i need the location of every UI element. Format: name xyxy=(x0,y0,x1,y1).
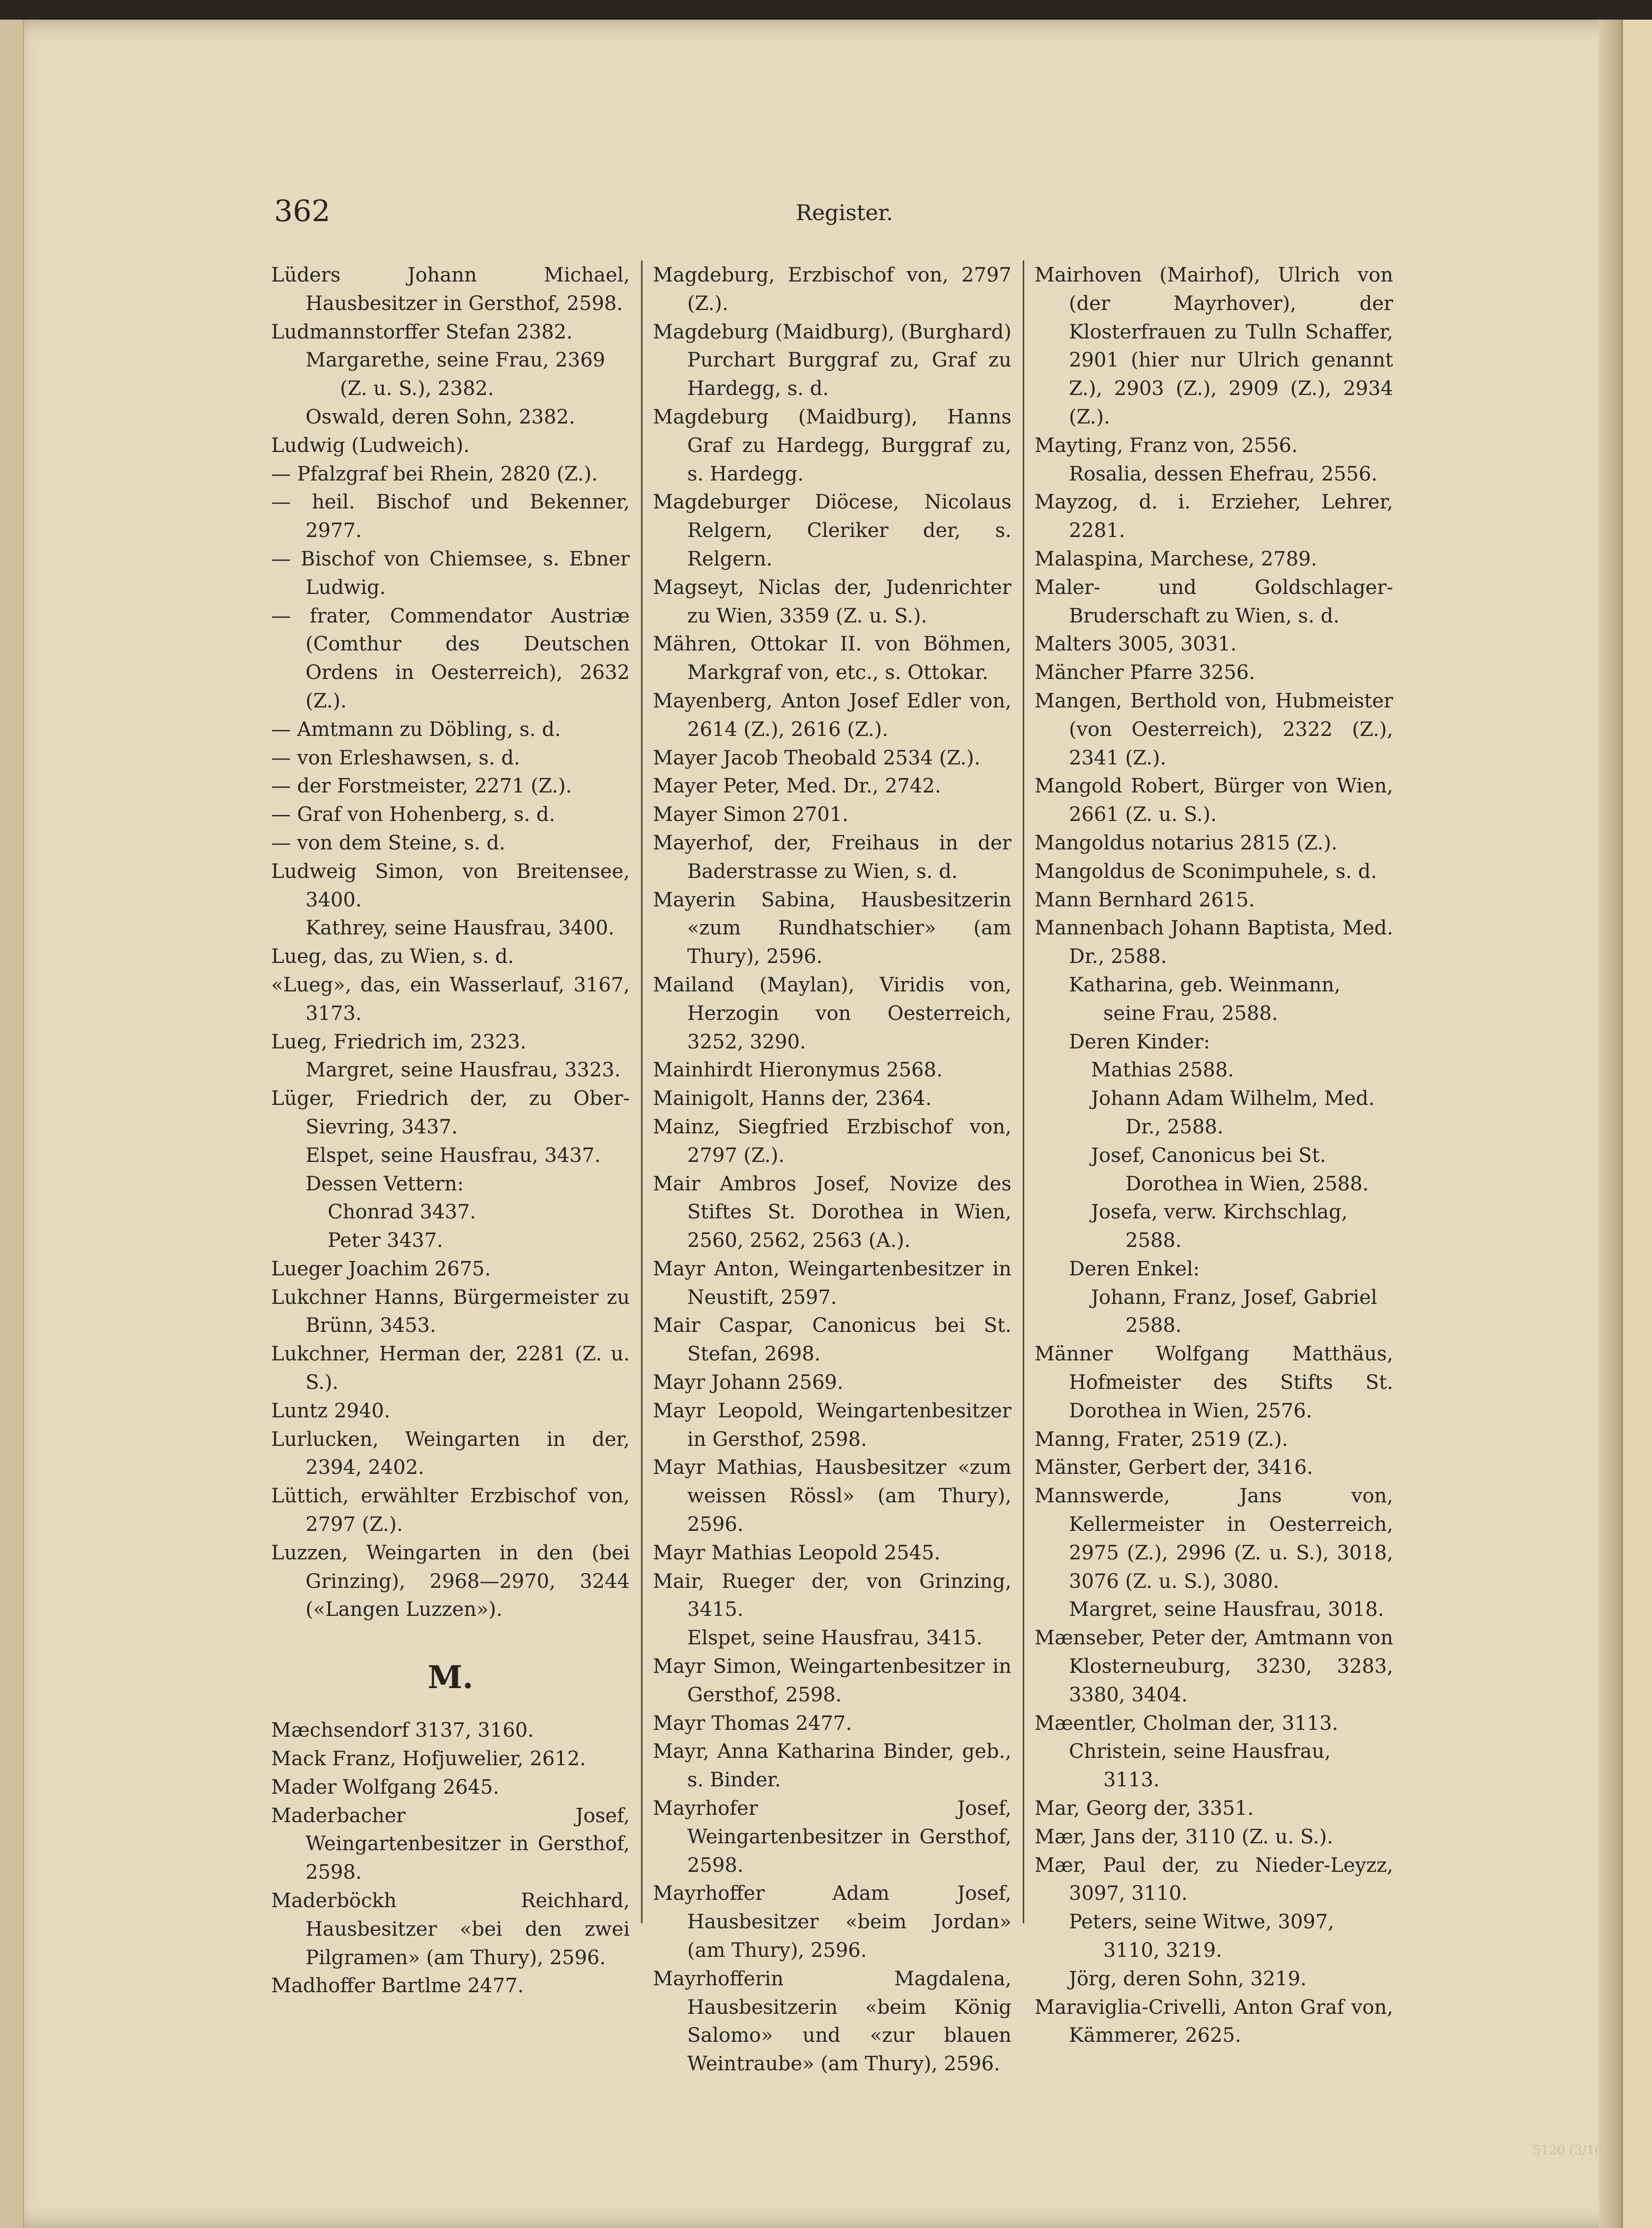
index-entry: Luzzen, Weingarten in den (bei Grinzing), 2968—2970, 3244 («Langen Luzzen»). xyxy=(271,1541,630,1621)
index-subentry: Josefa, verw. Kirchschlag, 2588. xyxy=(1091,1201,1348,1252)
index-entry: Maraviglia-Crivelli, Anton Graf von, Kämmerer, 2625. xyxy=(1035,1996,1393,2047)
index-entry: Mayr Anton, Weingartenbesitzer in Neustift, 2597. xyxy=(653,1257,1011,1309)
index-subentry: Mathias 2588. xyxy=(1091,1059,1234,1082)
index-entry: Mailand (Maylan), Viridis von, Herzogin von Oesterreich, 3252, 3290. xyxy=(653,973,1011,1053)
index-entry: Mair Ambros Josef, Novize des Stiftes St. Dorothea in Wien, 2560, 2562, 2563 (A.). xyxy=(653,1172,1011,1252)
index-entry: — Amtmann zu Döbling, s. d. xyxy=(271,718,561,741)
index-entry: Mær, Paul der, zu Nieder-Leyzz, 3097, 3110. xyxy=(1035,1854,1393,1905)
index-entry: Mangoldus notarius 2815 (Z.). xyxy=(1035,831,1338,854)
running-head: Register. xyxy=(796,200,893,226)
index-entry: Mair, Rueger der, von Grinzing, 3415. xyxy=(653,1570,1011,1621)
index-entry: Mayting, Franz von, 2556. xyxy=(1035,434,1298,457)
index-subentry: Elspet, seine Hausfrau, 3437. xyxy=(306,1144,601,1167)
index-entry: Mäncher Pfarre 3256. xyxy=(1035,661,1255,684)
index-entry: Mainhirdt Hieronymus 2568. xyxy=(653,1059,943,1082)
index-entry: Manng, Frater, 2519 (Z.). xyxy=(1035,1428,1288,1451)
index-entry: Mayrhofferin Magdalena, Hausbesitzerin «beim König Salomo» und «zur blauen Weintraube» (am Thury), 2596. xyxy=(653,1967,1011,2076)
index-entry: Mainz, Siegfried Erzbischof von, 2797 (Z.). xyxy=(653,1115,1011,1167)
index-subentry: Margret, seine Hausfrau, 3018. xyxy=(1069,1598,1384,1621)
index-entry: Mangoldus de Sconimpuhele, s. d. xyxy=(1035,860,1377,883)
index-subentry: Christein, seine Hausfrau, 3113. xyxy=(1069,1740,1331,1792)
index-entry: — heil. Bischof und Bekenner, 2977. xyxy=(271,491,630,542)
index-entry: Maler- und Goldschlager-Bruderschaft zu Wien, s. d. xyxy=(1035,576,1393,627)
index-entry: Mannswerde, Jans von, Kellermeister in Oesterreich, 2975 (Z.), 2996 (Z. u. S.), 3018, 3076 (Z. u. S.), 3080. xyxy=(1035,1485,1393,1593)
index-entry: — Bischof von Chiemsee, s. Ebner Ludwig. xyxy=(271,547,630,599)
index-entry: Maderbacher Josef, Weingartenbesitzer in Gersthof, 2598. xyxy=(271,1804,630,1884)
index-entry: Luntz 2940. xyxy=(271,1399,391,1422)
index-subentry: Margret, seine Hausfrau, 3323. xyxy=(306,1059,621,1082)
index-subentry: Deren Kinder: xyxy=(1069,1030,1210,1053)
index-entry: Mannenbach Johann Baptista, Med. Dr., 2588. xyxy=(1035,917,1393,968)
index-entry: Mänster, Gerbert der, 3416. xyxy=(1035,1456,1313,1479)
index-entry: Mayer Jacob Theobald 2534 (Z.). xyxy=(653,746,980,769)
index-subentry: Johann Adam Wilhelm, Med. Dr., 2588. xyxy=(1091,1087,1375,1138)
index-entry: Maderböckh Reichhard, Hausbesitzer «bei den zwei Pilgramen» (am Thury), 2596. xyxy=(271,1890,630,1969)
index-entry: Lurlucken, Weingarten in der, 2394, 2402. xyxy=(271,1428,630,1479)
index-entry: Mayr Johann 2569. xyxy=(653,1371,843,1394)
index-entry: — Graf von Hohenberg, s. d. xyxy=(271,803,556,826)
index-subentry: Josef, Canonicus bei St. Dorothea in Wien, 2588. xyxy=(1091,1144,1369,1195)
index-entry: Mayzog, d. i. Erzieher, Lehrer, 2281. xyxy=(1035,491,1393,542)
index-entry: Madhoffer Bartlme 2477. xyxy=(271,1974,524,1998)
index-entry: Mayr Mathias Leopold 2545. xyxy=(653,1541,941,1564)
next-page-edge xyxy=(1621,20,1652,2228)
index-entry: Malaspina, Marchese, 2789. xyxy=(1035,547,1317,570)
index-entry: Mar, Georg der, 3351. xyxy=(1035,1797,1254,1820)
index-entry: Lüders Johann Michael, Hausbesitzer in Gersthof, 2598. xyxy=(271,264,630,315)
index-entry: Lueg, das, zu Wien, s. d. xyxy=(271,945,514,968)
index-entry: Ludweig Simon, von Breitensee, 3400. xyxy=(271,860,630,911)
index-entry: Lüger, Friedrich der, zu Ober-Sievring, 3437. xyxy=(271,1087,630,1138)
index-entry: Magdeburg (Maidburg), (Burghard) Purchart Burggraf zu, Graf zu Hardegg, s. d. xyxy=(653,320,1011,400)
index-subentry: Jörg, deren Sohn, 3219. xyxy=(1069,1967,1307,1990)
page-number: 362 xyxy=(274,194,331,228)
index-entry: «Lueg», das, ein Wasserlauf, 3167, 3173. xyxy=(271,973,630,1025)
index-column-1 xyxy=(271,261,630,2001)
index-entry: Mainigolt, Hanns der, 2364. xyxy=(653,1087,932,1110)
index-entry: Lukchner Hanns, Bürgermeister zu Brünn, 3453. xyxy=(271,1286,630,1337)
index-entry: Mær, Jans der, 3110 (Z. u. S.). xyxy=(1035,1825,1333,1848)
index-subentry: Margarethe, seine Frau, 2369 (Z. u. S.), 2382. xyxy=(306,349,605,400)
index-subentry: Elspet, seine Hausfrau, 3415. xyxy=(687,1627,982,1650)
index-entry: Mack Franz, Hofjuwelier, 2612. xyxy=(271,1748,586,1771)
page-edge-left xyxy=(0,20,24,2228)
index-entry: Lueg, Friedrich im, 2323. xyxy=(271,1030,527,1053)
index-entry: Mayerhof, der, Freihaus in der Baderstrasse zu Wien, s. d. xyxy=(653,831,1011,883)
index-entry: Mann Bernhard 2615. xyxy=(1035,888,1255,911)
index-entry: Malters 3005, 3031. xyxy=(1035,633,1237,656)
index-subentry: Rosalia, dessen Ehefrau, 2556. xyxy=(1069,462,1378,485)
index-entry: Mayrhoffer Adam Josef, Hausbesitzer «beim Jordan» (am Thury), 2596. xyxy=(653,1882,1011,1962)
index-entry: Mæchsendorf 3137, 3160. xyxy=(271,1719,534,1742)
index-entry: Magdeburg (Maidburg), Hanns Graf zu Hardegg, Burggraf zu, s. Hardegg. xyxy=(653,405,1011,485)
index-entry: Mairhoven (Mairhof), Ulrich von (der Mayrhover), der Klosterfrauen zu Tulln Schaffer, 2901 (hier nur Ulrich genannt Z.), 2903 (Z.), 2909 (Z.), 2934 (Z.). xyxy=(1035,264,1393,428)
column-rule xyxy=(1023,260,1024,1923)
index-subentry: Peter 3437. xyxy=(328,1229,443,1252)
index-entry: Mayrhofer Josef, Weingartenbesitzer in Gersthof, 2598. xyxy=(653,1797,1011,1877)
index-subentry: Oswald, deren Sohn, 2382. xyxy=(306,405,575,428)
index-subentry: Katharina, geb. Weinmann, seine Frau, 2588. xyxy=(1069,973,1341,1025)
index-entry: Mangen, Berthold von, Hubmeister (von Oesterreich), 2322 (Z.), 2341 (Z.). xyxy=(1035,689,1393,769)
index-entry: Mangold Robert, Bürger von Wien, 2661 (Z. u. S.). xyxy=(1035,775,1393,826)
index-entry: Mayr Leopold, Weingartenbesitzer in Gersthof, 2598. xyxy=(653,1399,1011,1451)
index-entry: Mayr Simon, Weingartenbesitzer in Gersthof, 2598. xyxy=(653,1655,1011,1706)
index-entry: Mayr Mathias, Hausbesitzer «zum weissen Rössl» (am Thury), 2596. xyxy=(653,1456,1011,1536)
index-subentry: Johann, Franz, Josef, Gabriel 2588. xyxy=(1091,1286,1377,1337)
index-entry: Mayer Simon 2701. xyxy=(653,803,849,826)
index-entry: — von dem Steine, s. d. xyxy=(271,831,505,854)
index-entry: — frater, Commendator Austriæ (Comthur des Deutschen Ordens in Oesterreich), 2632 (Z.). xyxy=(271,604,630,712)
index-entry: — der Forstmeister, 2271 (Z.). xyxy=(271,775,572,798)
index-entry: Magdeburger Diöcese, Nicolaus Relgern, Cleriker der, s. Relgern. xyxy=(653,491,1011,570)
section-letter-heading: M. xyxy=(427,1659,474,1696)
index-entry: Magdeburg, Erzbischof von, 2797 (Z.). xyxy=(653,264,1011,315)
library-stamp: 5120 (3/16) xyxy=(1533,2143,1608,2158)
index-subentry: Kathrey, seine Hausfrau, 3400. xyxy=(306,917,615,940)
index-entry: Mayer Peter, Med. Dr., 2742. xyxy=(653,775,941,798)
index-entry: Mair Caspar, Canonicus bei St. Stefan, 2698. xyxy=(653,1314,1011,1366)
index-entry: Magseyt, Niclas der, Judenrichter zu Wien, 3359 (Z. u. S.). xyxy=(653,576,1011,627)
column-rule xyxy=(641,260,643,1923)
index-subentry: Dessen Vettern: xyxy=(306,1172,464,1195)
index-entry: Männer Wolfgang Matthäus, Hofmeister des Stifts St. Dorothea in Wien, 2576. xyxy=(1035,1343,1393,1422)
index-subentry: Peters, seine Witwe, 3097, 3110, 3219. xyxy=(1069,1911,1334,1962)
index-entry: Lukchner, Herman der, 2281 (Z. u. S.). xyxy=(271,1343,630,1394)
index-column-3 xyxy=(1035,261,1393,2050)
index-subentry: Deren Enkel: xyxy=(1069,1257,1200,1280)
index-entry: — von Erleshawsen, s. d. xyxy=(271,746,520,769)
index-entry: Mænseber, Peter der, Amtmann von Klosterneuburg, 3230, 3283, 3380, 3404. xyxy=(1035,1627,1393,1706)
index-entry: Mayr Thomas 2477. xyxy=(653,1712,852,1735)
index-entry: Lüttich, erwählter Erzbischof von, 2797 (Z.). xyxy=(271,1485,630,1536)
index-entry: — Pfalzgraf bei Rhein, 2820 (Z.). xyxy=(271,462,598,485)
index-entry: Ludmannstorffer Stefan 2382. xyxy=(271,320,573,343)
index-entry: Mayerin Sabina, Hausbesitzerin «zum Rundhatschier» (am Thury), 2596. xyxy=(653,888,1011,968)
index-entry: Mähren, Ottokar II. von Böhmen, Markgraf von, etc., s. Ottokar. xyxy=(653,633,1011,684)
page-gutter xyxy=(1599,20,1621,2228)
index-subentry: Chonrad 3437. xyxy=(328,1201,476,1224)
index-entry: Mader Wolfgang 2645. xyxy=(271,1776,500,1799)
index-entry: Mæentler, Cholman der, 3113. xyxy=(1035,1712,1339,1735)
index-entry: Mayr, Anna Katharina Binder, geb., s. Binder. xyxy=(653,1740,1011,1792)
index-entry: Mayenberg, Anton Josef Edler von, 2614 (Z.), 2616 (Z.). xyxy=(653,689,1011,741)
index-column-2 xyxy=(653,261,1011,2079)
index-entry: Ludwig (Ludweich). xyxy=(271,434,470,457)
index-entry: Lueger Joachim 2675. xyxy=(271,1257,491,1280)
